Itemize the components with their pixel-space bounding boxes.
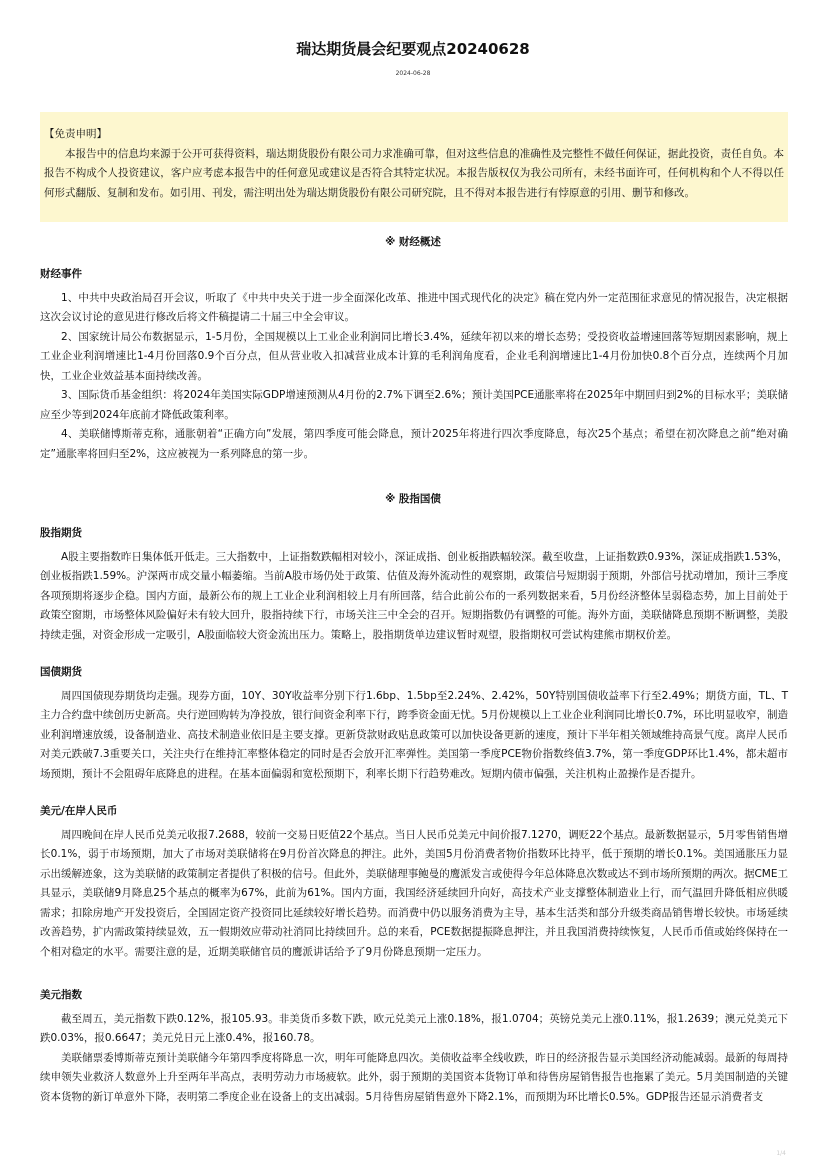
usd-cnh-heading: 美元/在岸人民币 xyxy=(40,805,118,817)
disclaimer-text: 本报告中的信息均来源于公开可获得资料，瑞达期货股份有限公司力求准确可靠，但对这些信息的准确性及完整性不做任何保证，据此投资，责任自负。本报告不构成个人投资建议，客户应考虑本报告中的任何意见或建议是否符合其特定状况。本报告版权仅为我公司所有，未经书面许可，任何机构和个人不得以任何形式翻版、复制和发布。如引用、刊发，需注明出处为瑞达期货股份有限公司研究院，且不得对本报告进行有悖原意的引用、删节和修改。 xyxy=(44,147,784,199)
usd-index-paragraph: 美联储票委博斯蒂克预计美联储今年第四季度将降息一次，明年可能降息四次。美债收益率全线收跌，昨日的经济报告显示美国经济动能减弱。最新的每周持续申领失业救济人数意外上升至两年半高点，表明劳动力市场疲软。此外，弱于预期的美国资本货物订单和待售房屋销售报告也拖累了美元。5月美国制造的关键资本货物的新订单意外下降，表明第二季度企业在设备上的支出减弱。5月待售房屋销售意外下降2.1%，而预期为环比增长0.5%。GDP报告还显示消费者支 xyxy=(40,1051,788,1103)
finance-events-block xyxy=(40,265,788,464)
disclaimer-box xyxy=(40,112,788,222)
disclaimer-heading: 【免责申明】 xyxy=(44,128,107,140)
finance-event-paragraph: 3、国际货币基金组织：将2024年美国实际GDP增速预测从4月份的2.7%下调至2.6%；预计美国PCE通胀率将在2025年中期回归到2%的目标水平；美联储应至少等到2024年底前才降低政策利率。 xyxy=(40,389,788,421)
usd-cnh-block xyxy=(40,802,788,962)
finance-event-paragraph: 4、美联储博斯蒂克称，通胀朝着“正确方向”发展，第四季度可能会降息，预计2025年将进行四次季度降息，每次25个基点；希望在初次降息之前“绝对确定”通胀率将回归至2%，这应被视为一系列降息的第一步。 xyxy=(40,428,788,460)
stock-index-text: A股主要指数昨日集体低开低走。三大指数中，上证指数跌幅相对较小，深证成指、创业板指跌幅较深。截至收盘，上证指数跌0.93%，深证成指跌1.53%，创业板指跌1.59%。沪深两市成交量小幅萎缩。当前A股市场仍处于政策、估值及海外流动性的观察期，政策信号短期弱于预期，外部信号扰动增加，预计三季度各项预期将逐步企稳。国内方面，最新公布的规上工业企业利润相较上月有所回落，结合此前公布的一系列数据来看，5月份经济整体呈弱稳态势，加上目前处于政策空窗期，市场整体风险偏好未有较大回升，股指持续下行，市场关注三中全会的召开。短期指数仍有调整的可能。海外方面，美联储降息预期不断调整，美股持续走强，对资金形成一定吸引，A股面临较大资金流出压力。策略上，股指期货单边建议暂时观望，股指期权可尝试构建熊市期权价差。 xyxy=(40,550,788,641)
finance-event-paragraph: 2、国家统计局公布数据显示，1-5月份，全国规模以上工业企业利润同比增长3.4%，延续年初以来的增长态势；受投资收益增速回落等短期因素影响，规上工业企业利润增速比1-4月份回落0.9个百分点，但从营业收入扣减营业成本计算的毛利润角度看，企业毛利润增速比1-4月份加快0.8个百分点，连续两个月加快，工业企业效益基本面持续改善。 xyxy=(40,330,788,382)
report-title: 瑞达期货晨会纪要观点20240628 xyxy=(296,40,530,58)
page-number: 1/4 xyxy=(776,1150,786,1157)
usd-index-heading: 美元指数 xyxy=(40,989,82,1001)
usd-index-block xyxy=(40,986,788,1107)
treasury-text: 周四国债现券期货均走强。现券方面，10Y、30Y收益率分别下行1.6bp、1.5bp至2.24%、2.42%，50Y特别国债收益率下行至2.49%；期货方面，TL、T主力合约盘中续创历史新高。央行逆回购转为净投放，银行间资金利率下行，跨季资金面无忧。5月份规模以上工业企业利润同比增长0.7%，环比明显收窄，制造业利润增速放缓，设备制造业、高技术制造业依旧是主要支撑。更新贷款财政贴息政策可以加快设备更新的速度，预计下半年相关领域维持高景气度。离岸人民币对美元跌破7.3重要关口，关注央行在维持汇率整体稳定的同时是否会放开汇率弹性。美国第一季度PCE物价指数终值3.7%，第一季度GDP环比1.4%，都未超市场预期，预计不会阻碍年底降息的进程。在基本面偏弱和宽松预期下，利率长期下行趋势难改。短期内债市偏强，关注机构止盈操作是否提升。 xyxy=(40,689,788,780)
usd-cnh-text: 周四晚间在岸人民币兑美元收报7.2688，较前一交易日贬值22个基点。当日人民币兑美元中间价报7.1270，调贬22个基点。最新数据显示，5月零售销售增长0.1%，弱于市场预期，加大了市场对美联储将在9月份首次降息的押注。此外，美国5月份消费者物价指数环比持平，低于预期的增长0.1%。美国通胀压力显示出缓解迹象，这为美联储的政策制定者提供了积极的信号。但此外，美联储理事鲍曼的鹰派发言或使得今年总体降息次数或达不到市场所预期的两次。据CME工具显示，美联储9月降息25个基点的概率为67%，此前为61%。国内方面，我国经济延续回升向好，高技术产业支撑整体制造业上行，而气温回升降低相应供暖需求；扣除房地产开发投资后，全国固定资产投资同比延续较好增长趋势。而消费中仍以服务消费为主导，基本生活类和部分升级类商品销售增长较快。市场延续改善趋势，扩内需政策持续显效，五一假期效应带动社消同比持续回升。总的来看，PCE数据提振降息押注，并且我国消费持续恢复，人民币币值或始终保持在一个相对稳定的水平。需要注意的是，近期美联储官员的鹰派讲话给予了9月份降息预期一定压力。 xyxy=(40,828,788,958)
finance-events-heading: 财经事件 xyxy=(40,268,82,280)
report-date: 2024-06-28 xyxy=(395,70,431,77)
stock-index-heading: 股指期货 xyxy=(40,527,82,539)
section-title-finance: ※ 财经概述 xyxy=(385,236,441,248)
stock-index-block xyxy=(40,524,788,645)
usd-index-paragraph: 截至周五，美元指数下跌0.12%，报105.93。非美货币多数下跌，欧元兑美元上涨0.18%，报1.0704；英镑兑美元上涨0.11%，报1.2639；澳元兑美元下跌0.03%，报0.6647；美元兑日元上涨0.4%，报160.78。 xyxy=(40,1012,788,1044)
treasury-block xyxy=(40,663,788,784)
section-title-stock-bond: ※ 股指国债 xyxy=(385,493,441,505)
finance-event-paragraph: 1、中共中央政治局召开会议，听取了《中共中央关于进一步全面深化改革、推进中国式现代化的决定》稿在党内外一定范围征求意见的情况报告，决定根据这次会议讨论的意见进行修改后将文件稿提请二十届三中全会审议。 xyxy=(40,291,788,323)
treasury-heading: 国债期货 xyxy=(40,666,82,678)
